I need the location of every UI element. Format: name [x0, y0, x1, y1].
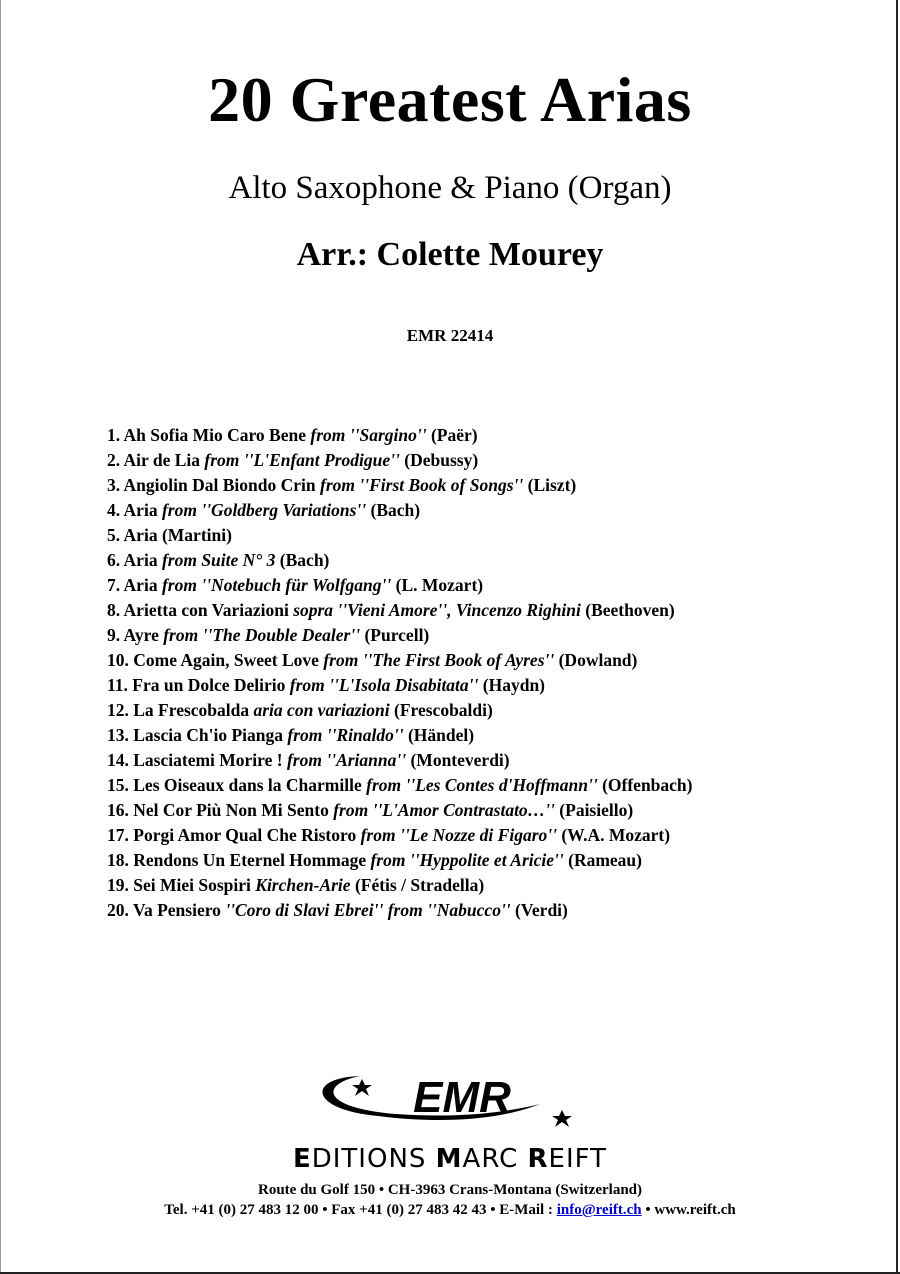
aria-item [107, 823, 867, 848]
aria-item [107, 423, 867, 448]
aria-source: from ''Hyppolite et Aricie'' [370, 850, 564, 870]
publisher-name-initial: R [527, 1144, 549, 1174]
aria-number: 13. [107, 725, 129, 745]
aria-item [107, 698, 867, 723]
aria-composer: (Fétis / Stradella) [354, 875, 485, 895]
star-icon [352, 1079, 372, 1096]
aria-source: from ''Goldberg Variations'' [161, 500, 367, 520]
aria-composer: (Bach) [279, 550, 330, 570]
star-icon [552, 1110, 572, 1127]
aria-composer: (Haydn) [482, 675, 546, 695]
aria-composer: (Debussy) [404, 450, 479, 470]
aria-composer: (Dowland) [558, 650, 638, 670]
aria-title: Porgi Amor Qual Che Ristoro [133, 825, 357, 845]
aria-title: Aria [123, 575, 158, 595]
aria-source: from ''Les Contes d'Hoffmann'' [366, 775, 598, 795]
aria-title: Aria [123, 550, 158, 570]
email-link[interactable]: info@reift.ch [556, 1202, 642, 1218]
aria-item [107, 773, 867, 798]
aria-number: 20. [107, 900, 129, 920]
aria-composer: (Purcell) [364, 625, 430, 645]
publisher-name-rest: EIFT [548, 1144, 608, 1174]
aria-composer: (Rameau) [568, 850, 642, 870]
aria-composer: (L. Mozart) [395, 575, 484, 595]
aria-source: from ''Rinaldo'' [287, 725, 404, 745]
aria-title: Rendons Un Eternel Hommage [133, 850, 367, 870]
aria-number: 8. [107, 600, 121, 620]
aria-source: ''Coro di Slavi Ebrei'' from ''Nabucco'' [225, 900, 511, 920]
aria-composer: (Liszt) [527, 475, 577, 495]
aria-item [107, 623, 867, 648]
aria-source: from ''The First Book of Ayres'' [323, 650, 555, 670]
aria-source: from ''First Book of Songs'' [320, 475, 524, 495]
aria-item [107, 798, 867, 823]
aria-number: 14. [107, 750, 129, 770]
aria-number: 17. [107, 825, 129, 845]
aria-composer: (Frescobaldi) [394, 700, 493, 720]
publisher-name-rest: ARC [462, 1144, 519, 1174]
publisher-name-initial: E [292, 1144, 312, 1174]
contact-website: • www.reift.ch [641, 1202, 736, 1218]
aria-source: from Suite N° 3 [161, 550, 276, 570]
aria-number: 10. [107, 650, 129, 670]
publisher-address: Route du Golf 150 • CH-3963 Crans-Montana (Switzerland) [258, 1182, 642, 1198]
aria-source: from ''The Double Dealer'' [163, 625, 361, 645]
aria-item [107, 548, 867, 573]
aria-item [107, 723, 867, 748]
aria-composer: (Beethoven) [585, 600, 675, 620]
aria-number: 3. [107, 475, 121, 495]
aria-number: 9. [107, 625, 121, 645]
aria-title: Ayre [123, 625, 159, 645]
aria-source: from ''Notebuch für Wolfgang'' [161, 575, 392, 595]
aria-composer: (Verdi) [515, 900, 568, 920]
catalog-number: EMR 22414 [406, 326, 494, 345]
aria-title: Aria [123, 500, 158, 520]
aria-item [107, 448, 867, 473]
aria-composer: (Martini) [161, 525, 232, 545]
logo-text: EMR [413, 1073, 511, 1122]
aria-number: 4. [107, 500, 121, 520]
aria-item [107, 598, 867, 623]
aria-title: Come Again, Sweet Love [133, 650, 319, 670]
aria-title: Va Pensiero [132, 900, 221, 920]
aria-title: Fra un Dolce Delirio [132, 675, 286, 695]
aria-number: 16. [107, 800, 129, 820]
aria-title: La Frescobalda [133, 700, 250, 720]
aria-composer: (Monteverdi) [410, 750, 510, 770]
aria-item [107, 523, 867, 548]
aria-composer: (W.A. Mozart) [561, 825, 671, 845]
aria-item [107, 573, 867, 598]
aria-number: 19. [107, 875, 129, 895]
aria-source: Kirchen-Arie [255, 875, 351, 895]
aria-contents-list [107, 423, 867, 923]
aria-composer: (Offenbach) [602, 775, 693, 795]
aria-source: from ''Le Nozze di Figaro'' [360, 825, 557, 845]
cover-title: 20 Greatest Arias [208, 64, 692, 135]
aria-source: from ''L'Isola Disabitata'' [289, 675, 479, 695]
aria-item [107, 473, 867, 498]
aria-item [107, 498, 867, 523]
aria-title: Lascia Ch'io Pianga [133, 725, 283, 745]
aria-composer: (Händel) [407, 725, 475, 745]
aria-title: Lasciatemi Morire ! [133, 750, 283, 770]
aria-number: 5. [107, 525, 121, 545]
aria-number: 2. [107, 450, 121, 470]
instrumentation-subtitle: Alto Saxophone & Piano (Organ) [228, 170, 672, 206]
aria-composer: (Paër) [430, 425, 478, 445]
aria-number: 1. [107, 425, 121, 445]
aria-item [107, 748, 867, 773]
aria-number: 18. [107, 850, 129, 870]
aria-title: Aria [123, 525, 158, 545]
aria-item [107, 848, 867, 873]
aria-source: aria con variazioni [253, 700, 390, 720]
publisher-contact [0, 1200, 900, 1220]
publisher-name-rest: DITIONS [311, 1144, 427, 1174]
aria-source: from ''L'Amor Contrastato…'' [333, 800, 555, 820]
aria-source: from ''Arianna'' [286, 750, 407, 770]
publisher-name [0, 1144, 900, 1174]
aria-number: 7. [107, 575, 121, 595]
aria-source: from ''Sargino'' [310, 425, 427, 445]
emr-logo [300, 1070, 600, 1142]
aria-number: 12. [107, 700, 129, 720]
aria-number: 15. [107, 775, 129, 795]
publisher-name-initial: M [435, 1144, 463, 1174]
aria-item [107, 673, 867, 698]
aria-title: Les Oiseaux dans la Charmille [133, 775, 362, 795]
aria-composer: (Bach) [370, 500, 421, 520]
aria-item [107, 648, 867, 673]
aria-number: 6. [107, 550, 121, 570]
aria-number: 11. [107, 675, 128, 695]
aria-title: Angiolin Dal Biondo Crin [123, 475, 316, 495]
aria-title: Arietta con Variazioni [123, 600, 289, 620]
aria-item [107, 873, 867, 898]
aria-source: sopra ''Vieni Amore'', Vincenzo Righini [293, 600, 581, 620]
contact-phone-fax: Tel. +41 (0) 27 483 12 00 • Fax +41 (0) 27 483 42 43 • E-Mail : [164, 1202, 557, 1218]
aria-title: Ah Sofia Mio Caro Bene [123, 425, 306, 445]
aria-title: Air de Lia [123, 450, 201, 470]
aria-source: from ''L'Enfant Prodigue'' [204, 450, 400, 470]
aria-title: Nel Cor Più Non Mi Sento [133, 800, 329, 820]
aria-composer: (Paisiello) [559, 800, 634, 820]
aria-title: Sei Miei Sospiri [133, 875, 251, 895]
arranger-credit: Arr.: Colette Mourey [296, 236, 604, 273]
aria-item [107, 898, 867, 923]
